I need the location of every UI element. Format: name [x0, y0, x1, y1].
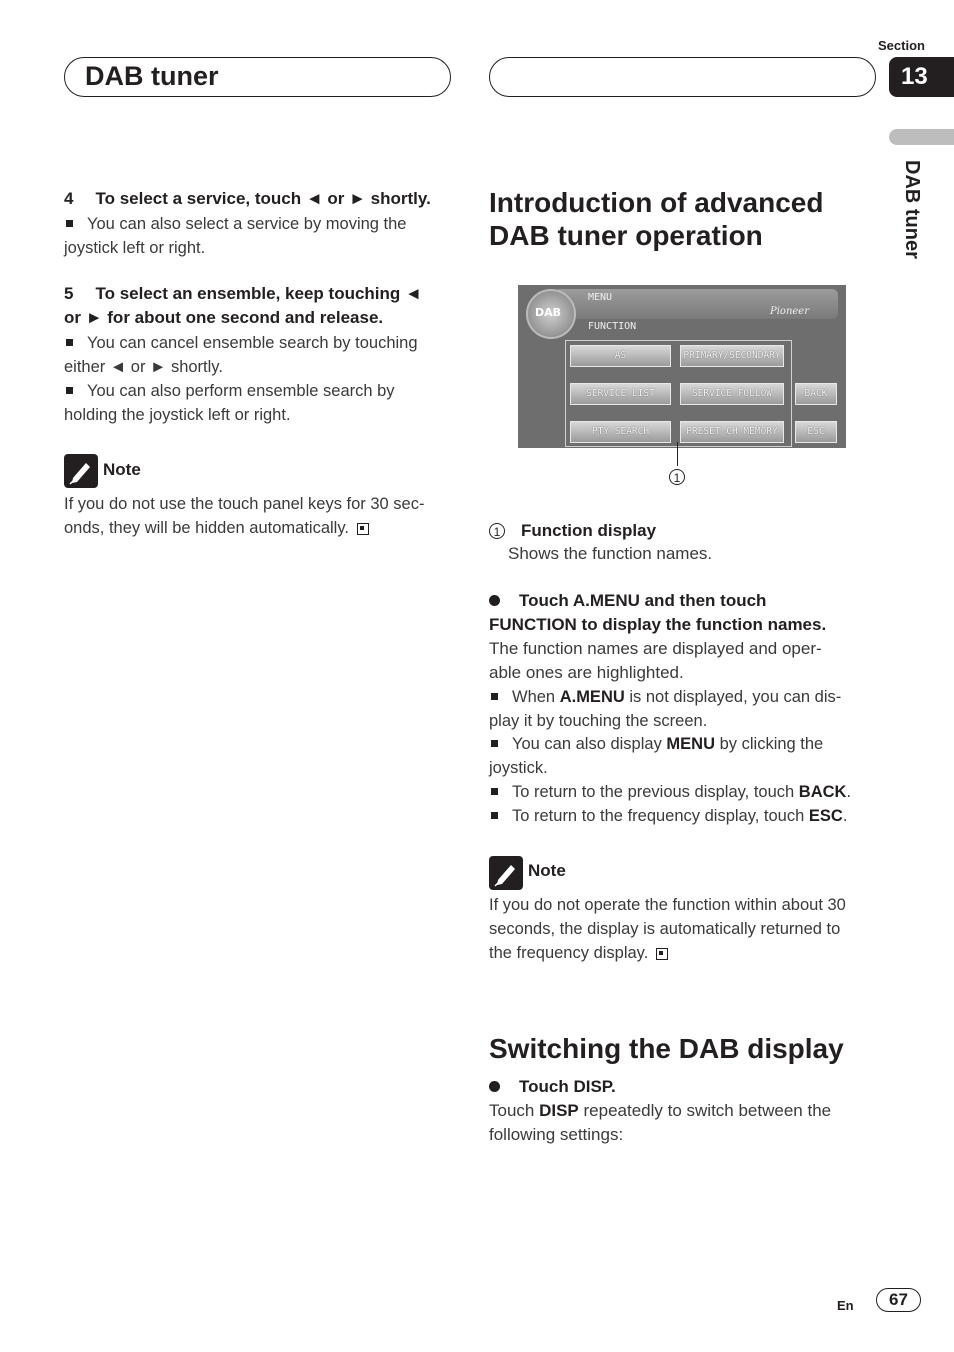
note-label: Note — [528, 861, 566, 880]
function-display-screenshot — [518, 285, 846, 448]
bullet-amenu: When A.MENU is not displayed, you can dis- play it by touching the screen. — [489, 688, 842, 730]
instruction-touch-amenu: Touch A.MENU and then touch FUNCTION to display the function names. — [489, 591, 827, 634]
bullet-back: To return to the previous display, touch BACK. — [489, 780, 889, 804]
language-label: En — [837, 1298, 854, 1313]
instruction-touch-disp: Touch DISP. — [489, 1075, 616, 1099]
screen-button-pty-search[interactable]: PTY SEARCH — [570, 421, 671, 443]
screen-menu-label: MENU — [588, 292, 613, 303]
screen-brand: Pioneer — [770, 306, 810, 317]
page-title: DAB tuner — [85, 61, 219, 91]
page-number: 67 — [889, 1290, 908, 1309]
end-mark-icon — [357, 523, 369, 535]
instruction-touch-disp-desc: Touch DISP repeatedly to switch between the following settings: — [489, 1101, 832, 1144]
side-tab — [889, 129, 954, 145]
screen-button-preset-ch-memory[interactable]: PRESET CH MEMORY — [680, 421, 784, 443]
bullet-esc: To return to the frequency display, touch ESC. — [489, 804, 889, 828]
note-text: If you do not operate the function within about 30 seconds, the display is automatically returned to the frequency display. — [489, 896, 846, 962]
function-display-label: 1 Function display — [489, 519, 656, 543]
callout-marker: 1 — [669, 469, 685, 487]
header-empty-frame — [489, 57, 876, 97]
step-4-bullet: You can also select a service by moving the joystick left or right. — [64, 215, 407, 257]
function-display-desc: Shows the function names. — [508, 544, 713, 563]
note-label: Note — [103, 460, 141, 479]
instruction-touch-amenu-desc: The function names are displayed and oper- able ones are highlighted. — [489, 639, 822, 682]
step-5: 5 To select an ensemble, keep touching ◄ or ► for about one second and release. — [64, 284, 422, 327]
note-text: If you do not use the touch panel keys for 30 sec- onds, they will be hidden automatically. — [64, 495, 425, 537]
step-4: 4 To select a service, touch ◄ or ► shortly. — [64, 189, 431, 208]
section-label: Section — [878, 38, 925, 53]
screen-function-label: FUNCTION — [588, 321, 637, 332]
screen-button-service-follow[interactable]: SERVICE FOLLOW — [680, 383, 784, 405]
bullet-menu: You can also display MENU by clicking the joystick. — [489, 735, 824, 777]
screen-button-esc[interactable]: ESC — [795, 421, 837, 443]
step-5-bullet-1: You can cancel ensemble search by touching either ◄ or ► shortly. — [64, 334, 418, 376]
screen-button-back[interactable]: BACK — [795, 383, 837, 405]
note-icon — [489, 856, 523, 890]
section-number: 13 — [889, 57, 954, 97]
heading-switching: Switching the DAB display — [489, 1033, 844, 1064]
side-label: DAB tuner — [901, 160, 923, 259]
screen-button-service-list[interactable]: SERVICE LIST — [570, 383, 671, 405]
heading-introduction: Introduction of advanced DAB tuner operation — [489, 187, 824, 251]
note-icon — [64, 454, 98, 488]
callout-line — [677, 442, 678, 466]
step-5-bullet-2: You can also perform ensemble search by holding the joystick left or right. — [64, 382, 395, 424]
end-mark-icon — [656, 948, 668, 960]
screen-logo: DAB — [526, 289, 576, 339]
screen-button-primary-secondary[interactable]: PRIMARY/SECONDARY — [680, 345, 784, 367]
screen-button-as[interactable]: AS — [570, 345, 671, 367]
